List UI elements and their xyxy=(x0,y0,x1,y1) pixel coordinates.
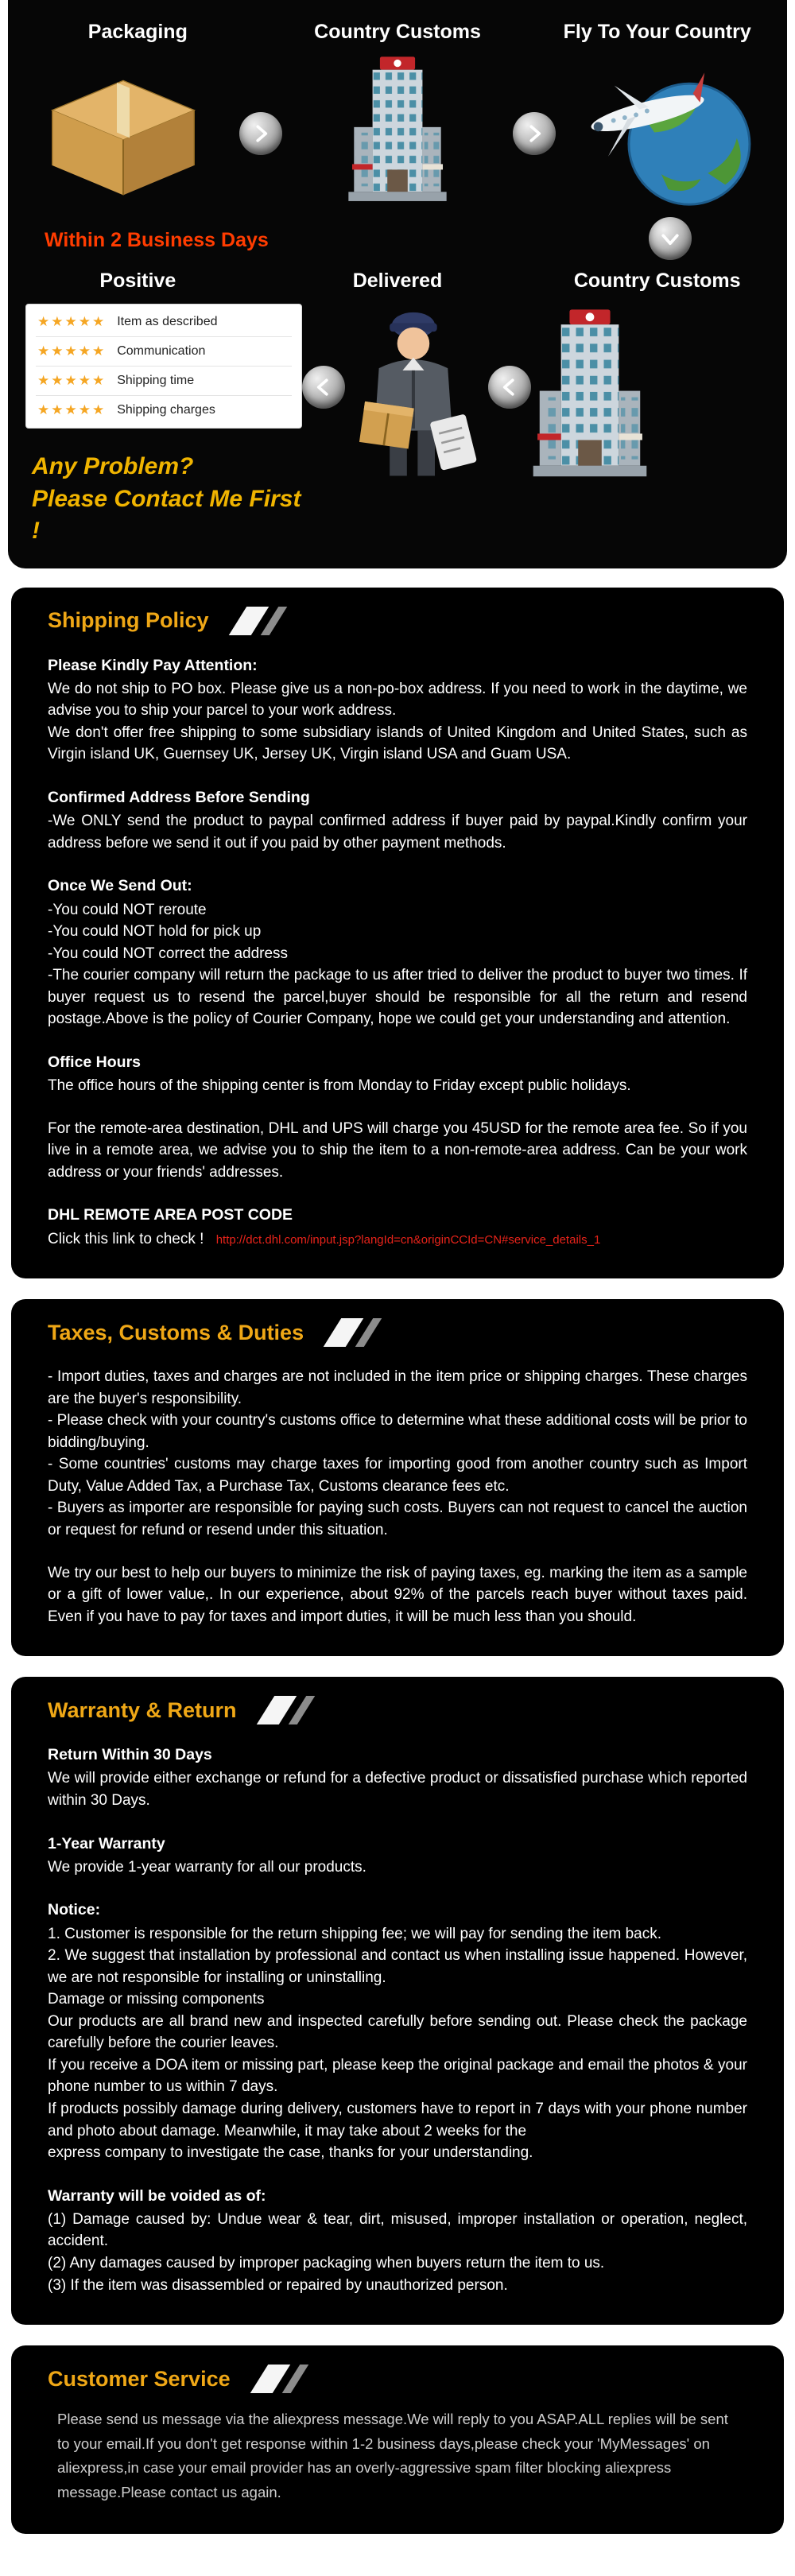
building-graphic xyxy=(347,55,448,212)
feedback-row xyxy=(36,308,292,337)
void-item: (3) If the item was disassembled or repaired by unauthorized person. xyxy=(48,2276,508,2294)
notice-item: 2. We suggest that installation by professional and contact us when installing issue happened. However, we are not responsible for installing or uninstalling. xyxy=(48,1947,747,1986)
contact-line-1: Any Problem? xyxy=(32,453,194,479)
feedback-panel xyxy=(25,304,302,429)
airplane-globe-graphic xyxy=(564,58,779,209)
star-rating-icon: ★★★★★ xyxy=(37,343,107,359)
section-header xyxy=(11,2345,784,2401)
confirmed-address-heading: Confirmed Address Before Sending xyxy=(48,788,310,806)
section-customer-service xyxy=(11,2345,784,2534)
feedback-label: Communication xyxy=(117,344,206,358)
taxes-item: - Buyers as importer are responsible for paying such costs. Buyers can not request to cancel the auction or request for refund or resend under this situation. xyxy=(48,1499,747,1538)
section-title: Taxes, Customs & Duties xyxy=(48,1320,304,1344)
customer-service-paragraph: Please send us message via the aliexpress message.We will reply to you ASAP.ALL replies will be sent to your email.If you don't get response within 1-2 business days,please check your 'MyMessages' on aliexpress,in case your email provider has an overly-aggressive spam filter blocking aliexpress message.Please contact us again. xyxy=(57,2411,728,2501)
within-days-note: Within 2 Business Days xyxy=(45,228,269,251)
return-paragraph: We will provide either exchange or refund for a defective product or dissatisfied purchase which reported within 30 Days. xyxy=(48,1770,747,1809)
bottom-step-images xyxy=(8,304,787,548)
notice-item: 1. Customer is responsible for the return shipping fee; we will pay for sending the item back. xyxy=(48,1925,661,1942)
feedback-row xyxy=(36,396,292,425)
arrow-down-icon xyxy=(649,217,692,260)
step-label-positive: Positive xyxy=(99,270,176,292)
taxes-item: - Import duties, taxes and charges are not included in the item price or shipping charges. These charges are the buyer's responsibility. xyxy=(48,1368,747,1407)
feedback-label: Shipping time xyxy=(117,374,195,387)
send-out-item: -You could NOT hold for pick up xyxy=(48,923,262,941)
send-out-heading: Once We Send Out: xyxy=(48,877,192,895)
section-header xyxy=(11,1677,784,1732)
section-body xyxy=(11,643,784,1251)
notice-heading: Notice: xyxy=(48,1901,101,1919)
send-out-item: -You could NOT correct the address xyxy=(48,945,289,962)
section-header xyxy=(11,588,784,643)
section-header xyxy=(11,1299,784,1355)
section-title: Warranty & Return xyxy=(48,1697,237,1722)
airplane-globe-image xyxy=(556,58,787,209)
feedback-row xyxy=(36,367,292,396)
one-year-warranty-heading: 1-Year Warranty xyxy=(48,1834,165,1852)
arrow-right-icon xyxy=(513,112,556,155)
attention-paragraph: We don't offer free shipping to some subsidiary islands of United Kingdom and United States, such as Virgin island UK, Guernsey UK, Jersey UK, Virgin island USA and Guam USA. xyxy=(48,724,747,763)
office-hours-heading: Office Hours xyxy=(48,1053,142,1071)
step-label-delivered: Delivered xyxy=(352,270,443,292)
dhl-link-label: Click this link to check ! xyxy=(48,1230,204,1247)
send-out-paragraph: -The courier company will return the package to us after tried to deliver the product to buyer two times. If buyer request us to resend the parcel,buyer should be responsible for all the return and resend postage.Above is the policy of Courier Company, hope we could get your understanding and attention. xyxy=(48,967,747,1028)
step-label-packaging: Packaging xyxy=(87,21,188,43)
arrow-left-icon xyxy=(302,366,345,409)
taxes-note-paragraph: We try our best to help our buyers to minimize the risk of paying taxes, eg. marking the item as a sample or a gift of lower value,. In our experience, about 92% of the parcels reach buyer without taxes paid. Even if you have to pay for taxes and import duties, it will be much less than you should. xyxy=(48,1564,747,1625)
section-taxes-customs-duties xyxy=(11,1299,784,1656)
step-label-fly-to-your-country: Fly To Your Country xyxy=(563,21,751,43)
courier-image xyxy=(345,304,488,487)
send-out-item: -You could NOT reroute xyxy=(48,901,207,918)
star-rating-icon: ★★★★★ xyxy=(37,402,107,417)
notice-item: Damage or missing components xyxy=(48,1991,265,2008)
top-step-images xyxy=(8,55,787,212)
shipping-process-banner xyxy=(8,0,787,568)
dhl-link-line xyxy=(48,1228,747,1251)
section-body xyxy=(11,1355,784,1627)
return-heading: Return Within 30 Days xyxy=(48,1746,212,1764)
confirmed-address-paragraph: -We ONLY send the product to paypal confirmed address if buyer paid by paypal.Kindly confirm your address before we send it out if you paid by other payment methods. xyxy=(48,813,747,852)
step-label-country-customs-2: Country Customs xyxy=(573,270,741,292)
notice-item: If you receive a DOA item or missing part, please keep the original package and email the photos & your phone number to us within 7 days. xyxy=(48,2056,747,2096)
section-body xyxy=(11,1732,784,2296)
section-title: Customer Service xyxy=(48,2366,231,2391)
attention-paragraph: We do not ship to PO box. Please give us a non-po-box address. If you need to work in the daytime, we advise you to ship your parcel to your work address. xyxy=(48,680,747,720)
building-graphic xyxy=(531,304,649,493)
one-year-warranty-paragraph: We provide 1-year warranty for all our products. xyxy=(48,1858,366,1876)
destination-building-image xyxy=(531,304,649,493)
remote-area-paragraph: For the remote-area destination, DHL and UPS will charge you 45USD for the remote area fee. So if you live in a remote area, we advise you to ship the item to a non-remote-area address. Can be your work address or your friends' addresses. xyxy=(48,1119,747,1181)
section-title: Shipping Policy xyxy=(48,608,209,632)
within-days-row xyxy=(8,215,787,265)
section-warranty-return xyxy=(11,1677,784,2325)
bottom-step-labels xyxy=(8,270,787,293)
void-item: (2) Any damages caused by improper packaging when buyers return the item to us. xyxy=(48,2254,605,2271)
notice-item: express company to investigate the case, thanks for your understanding. xyxy=(48,2144,533,2162)
feedback-column xyxy=(19,304,302,548)
void-item: (1) Damage caused by: Undue wear & tear, dirt, misused, improper installation or operation, neglect, accident. xyxy=(48,2210,747,2250)
star-rating-icon: ★★★★★ xyxy=(37,314,107,329)
package-box-image xyxy=(8,67,239,200)
feedback-label: Shipping charges xyxy=(117,403,215,417)
step-label-country-customs: Country Customs xyxy=(314,21,481,43)
top-step-labels xyxy=(8,21,787,44)
courier-graphic xyxy=(345,304,488,487)
notice-item: If products possibly damage during delivery, customers have to report in 7 days with your phone number and photo about damage. Meanwhile, it may take about 2 weeks for the xyxy=(48,2100,747,2140)
office-hours-paragraph: The office hours of the shipping center is from Monday to Friday except public holidays. xyxy=(48,1077,631,1095)
box-graphic xyxy=(44,67,203,200)
dhl-post-code-heading: DHL REMOTE AREA POST CODE xyxy=(48,1206,293,1224)
feedback-row xyxy=(36,337,292,367)
taxes-item: - Please check with your country's customs office to determine what these additional costs will be prior to bidding/buying. xyxy=(48,1412,747,1451)
arrow-right-icon xyxy=(239,112,282,155)
star-rating-icon: ★★★★★ xyxy=(37,373,107,388)
contact-message xyxy=(32,451,302,548)
section-shipping-policy xyxy=(11,588,784,1279)
feedback-label: Item as described xyxy=(117,315,218,328)
void-heading: Warranty will be voided as of: xyxy=(48,2186,266,2205)
dhl-remote-area-link[interactable]: http://dct.dhl.com/input.jsp?langId=cn&originCCId=CN#service_details_1 xyxy=(215,1232,601,1247)
notice-item: Our products are all brand new and inspected carefully before sending out. Please check the package carefully before the courier leaves. xyxy=(48,2012,747,2052)
attention-heading: Please Kindly Pay Attention: xyxy=(48,656,258,674)
arrow-left-icon xyxy=(488,366,531,409)
customs-building-image xyxy=(282,55,514,212)
contact-line-2: Please Contact Me First ! xyxy=(32,485,301,544)
taxes-item: - Some countries' customs may charge taxes for importing good from another country such as Import Duty, Value Added Tax, a Purchase Tax, Customs clearance fees etc. xyxy=(48,1456,747,1495)
